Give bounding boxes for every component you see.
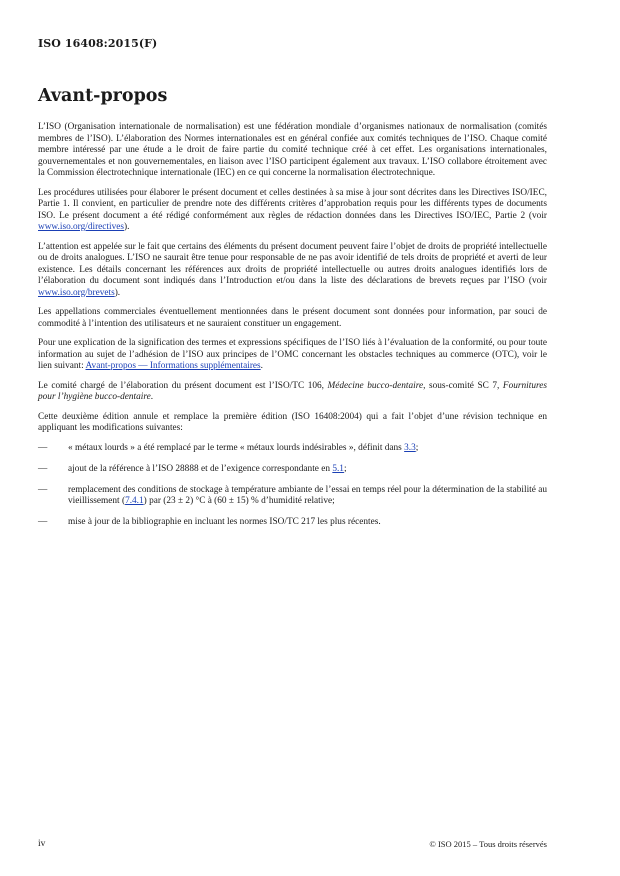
paragraph-procedures-end: ). bbox=[123, 222, 130, 232]
page-title: Avant-propos bbox=[38, 86, 168, 106]
paragraph-edition: Cette deuxième édition annule et remplace la première édition (ISO 16408:2004) qui a fait l’objet d’une révision technique en appliquant les modifications suivantes: bbox=[38, 411, 547, 433]
list-item-text: « métaux lourds » a été remplacé par le terme « métaux lourds indésirables », définit dans bbox=[68, 442, 405, 453]
committee-text-1: Le comité chargé de l’élaboration du présent document est l’ISO/TC 106, bbox=[38, 380, 328, 391]
paragraph-conformity-text: Pour une explication de la signification des termes et expressions spécifiques de l’ISO liés à l’évaluation de la conformité, ou pour toute information au sujet de l’adhésion de l’ISO aux principes de l’OMC concernant les obstacles techniques au commerce (OTC), voir le lien suivant: bbox=[38, 338, 547, 371]
list-item-end: ) par (23 ± 2) °C à (60 ± 15) % d’humidité relative; bbox=[143, 496, 335, 506]
link-iso-directives[interactable]: www.iso.org/directives bbox=[38, 222, 124, 232]
paragraph-procedures bbox=[38, 188, 547, 234]
paragraph-committee bbox=[38, 381, 547, 404]
list-item bbox=[38, 443, 547, 455]
paragraph-patents bbox=[38, 242, 547, 300]
paragraph-procedures-text: Les procédures utilisées pour élaborer le présent document et celles destinées à sa mise à jour sont décrites dans les Directives ISO/IEC, Partie 1. Il convient, en particulier de prendre note des différents critères d’approbation requis pour les différents types de documents ISO. Le présent document a été rédigé conformément aux règles de rédaction données dans les Directives ISO/IEC, Partie 2 (voir bbox=[38, 187, 547, 221]
list-dash: — bbox=[38, 484, 48, 495]
link-foreword-supplementary-info[interactable]: Avant-propos — Informations supplémentaires bbox=[85, 361, 261, 371]
paragraph-conformity-end: . bbox=[260, 361, 263, 371]
list-item-end: ; bbox=[415, 442, 419, 453]
modifications-list bbox=[38, 443, 547, 529]
paragraph-trade-names: Les appellations commerciales éventuellement mentionnées dans le présent document sont données pour information, par souci de commodité à l’intention des utilisateurs et ne sauraient constituer un engagement. bbox=[38, 307, 547, 329]
committee-name: Médecine bucco-dentaire bbox=[327, 380, 424, 391]
paragraph-patents-text: L’attention est appelée sur le fait que certains des éléments du présent document peuvent faire l’objet de droits de propriété intellectuelle ou de droits analogues. L’ISO ne saurait être tenue pour responsable de ne pas avoir identifié de tels droits de propriété et averti de leur existence. Les détails concernant les références aux droits de propriété intellectuelle ou autres droits analogues identifiés lors de l’élaboration du document sont indiqués dans l’Introduction et/ou dans la liste des déclarations de brevets reçues par l’ISO (voir bbox=[38, 241, 547, 286]
subcommittee-name: Fournitures pour l’hygiène bucco-dentaire bbox=[38, 380, 547, 402]
list-item-text: ajout de la référence à l’ISO 28888 et de l’exigence correspondante en bbox=[68, 463, 333, 474]
list-item bbox=[38, 464, 547, 476]
list-item-end: ; bbox=[343, 463, 347, 474]
list-dash: — bbox=[38, 517, 48, 527]
list-dash: — bbox=[38, 463, 48, 474]
document-id-header: ISO 16408:2015(F) bbox=[38, 37, 158, 50]
list-item-text: mise à jour de la bibliographie en incluant les normes ISO/TC 217 les plus récentes. bbox=[68, 517, 381, 527]
paragraph-patents-end: ). bbox=[114, 287, 121, 298]
list-item bbox=[38, 485, 547, 508]
list-item bbox=[38, 517, 547, 529]
copyright-footer: © ISO 2015 – Tous droits réservés bbox=[429, 839, 547, 849]
page-number: iv bbox=[38, 839, 46, 849]
committee-text-2: , sous-comité SC 7, bbox=[423, 380, 503, 391]
link-iso-brevets[interactable]: www.iso.org/brevets bbox=[38, 287, 115, 298]
paragraph-iso-intro: L’ISO (Organisation internationale de normalisation) est une fédération mondiale d’organismes nationaux de normalisation (comités membres de l’ISO). L’élaboration des Normes internationales est en général confiée aux comités techniques de l’ISO. Chaque comité membre intéressé par une étude a le droit de faire partie du comité technique créé à cet effet. Les organisations internationales, gouvernementales et non gouvernementales, en liaison avec l’ISO participent également aux travaux. L’ISO collabore étroitement avec la Commission électrotechnique internationale (IEC) en ce qui concerne la normalisation électrotechnique. bbox=[38, 122, 547, 178]
link-clause-7-4-1[interactable]: 7.4.1 bbox=[125, 496, 144, 506]
list-dash: — bbox=[38, 442, 48, 453]
foreword-body bbox=[38, 122, 547, 538]
link-clause-3-3[interactable]: 3.3 bbox=[404, 442, 416, 453]
link-clause-5-1[interactable]: 5.1 bbox=[332, 463, 344, 474]
committee-text-3: . bbox=[150, 392, 154, 402]
list-item-text: remplacement des conditions de stockage à température ambiante de l’essai en temps réel pour la détermination de la stabilité au vieillissement ( bbox=[68, 484, 547, 506]
paragraph-conformity bbox=[38, 338, 547, 373]
